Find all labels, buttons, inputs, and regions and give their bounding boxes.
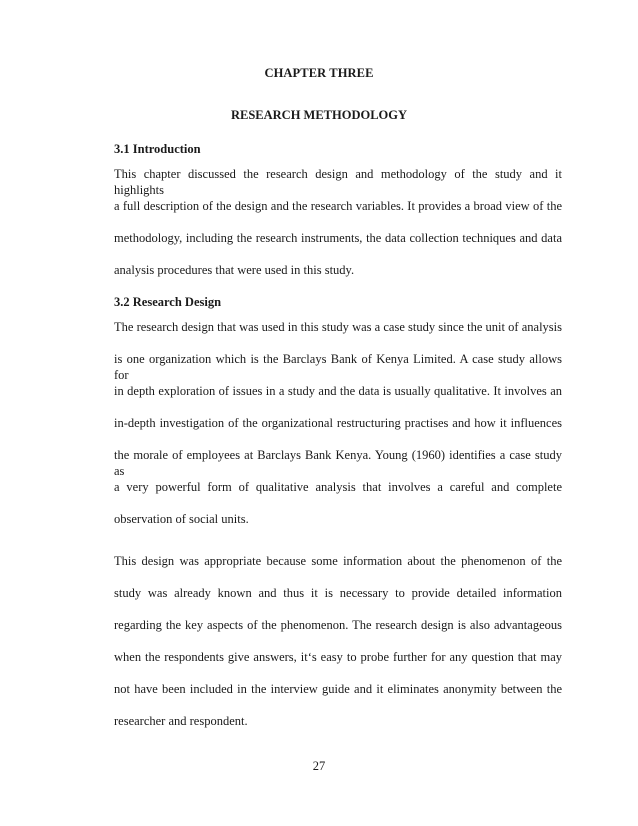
paragraph-line: in depth exploration of issues in a study and the data is usually qualitative. It involves an bbox=[114, 384, 562, 398]
paragraph-line: This design was appropriate because some information about the phenomenon of the bbox=[114, 554, 562, 568]
page-number: 27 bbox=[312, 759, 326, 773]
paragraph-line: The research design that was used in this study was a case study since the unit of analysis bbox=[114, 320, 562, 334]
paragraph-line: study was already known and thus it is necessary to provide detailed information bbox=[114, 586, 562, 600]
paragraph-line: not have been included in the interview guide and it eliminates anonymity between the bbox=[114, 682, 562, 696]
section-heading-research-design: 3.2 Research Design bbox=[114, 295, 222, 309]
paragraph-line: in-depth investigation of the organizational restructuring practises and how it influences bbox=[114, 416, 562, 430]
paragraph-line: This chapter discussed the research design and methodology of the study and it highlights bbox=[114, 167, 562, 197]
paragraph-line: regarding the key aspects of the phenomenon. The research design is also advantageous bbox=[114, 618, 562, 632]
section-heading-introduction: 3.1 Introduction bbox=[114, 142, 201, 156]
paragraph-line: a very powerful form of qualitative analysis that involves a careful and complete bbox=[114, 480, 562, 494]
paragraph-line: methodology, including the research instruments, the data collection techniques and data bbox=[114, 231, 562, 245]
paragraph-line: a full description of the design and the research variables. It provides a broad view of the bbox=[114, 199, 562, 213]
paragraph-line: when the respondents give answers, it‘s easy to probe further for any question that may bbox=[114, 650, 562, 664]
paragraph-line: researcher and respondent. bbox=[114, 714, 248, 728]
chapter-subtitle: RESEARCH METHODOLOGY bbox=[230, 108, 408, 122]
chapter-title: CHAPTER THREE bbox=[264, 66, 374, 80]
paragraph-line: the morale of employees at Barclays Bank Kenya. Young (1960) identifies a case study as bbox=[114, 448, 562, 478]
paragraph-line: analysis procedures that were used in this study. bbox=[114, 263, 355, 277]
paragraph-line: observation of social units. bbox=[114, 512, 249, 526]
paragraph-line: is one organization which is the Barclays Bank of Kenya Limited. A case study allows for bbox=[114, 352, 562, 382]
